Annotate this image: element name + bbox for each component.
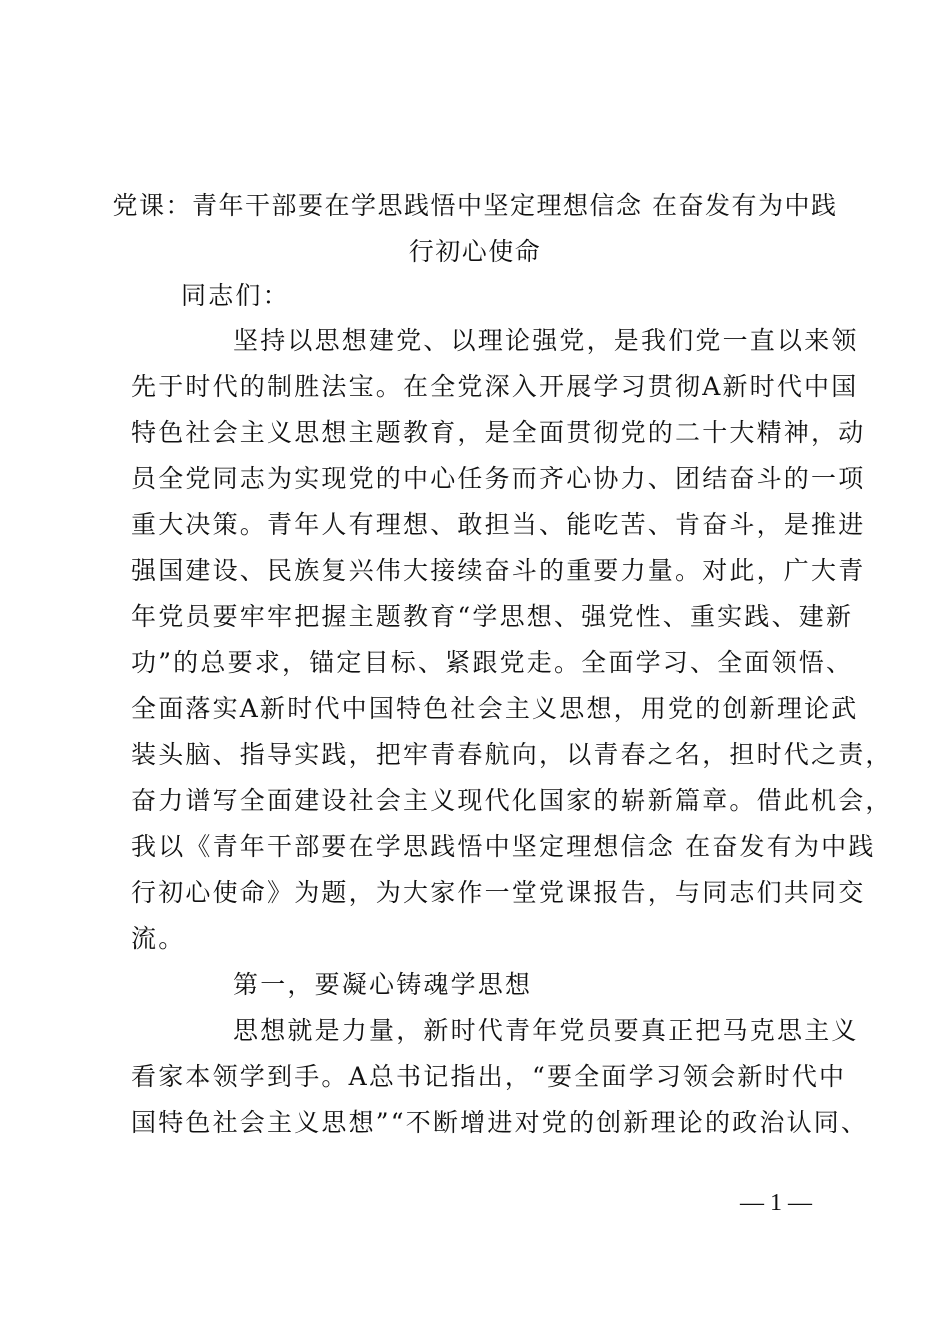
paragraph-line: 特色社会主义思想主题教育，是全面贯彻党的二十大精神，动: [131, 418, 866, 447]
paragraph-line: 国特色社会主义思想”“不断增进对党的创新理论的政治认同、: [131, 1108, 869, 1137]
document-title-line-2: 行初心使命: [408, 237, 542, 266]
paragraph-line: 看家本领学到手。A总书记指出，“要全面学习领会新时代中: [131, 1062, 847, 1091]
paragraph-line: 功”的总要求，锚定目标、紧跟党走。全面学习、全面领悟、: [131, 648, 854, 677]
paragraph-line: 强国建设、民族复兴伟大接续奋斗的重要力量。对此，广大青: [131, 556, 866, 585]
paragraph-line: 重大决策。青年人有理想、敢担当、能吃苦、肯奋斗，是推进: [131, 510, 866, 539]
page-number: — 1 —: [740, 1190, 812, 1216]
paragraph-line: 行初心使命》为题，为大家作一堂党课报告，与同志们共同交: [131, 878, 866, 907]
salutation: 同志们：: [181, 281, 290, 310]
paragraph-line: 装头脑、指导实践，把牢青春航向，以青春之名，担时代之责，: [131, 740, 893, 769]
paragraph-line: 奋力谱写全面建设社会主义现代化国家的崭新篇章。借此机会，: [131, 786, 893, 815]
paragraph-line: 年党员要牢牢把握主题教育“学思想、强党性、重实践、建新: [131, 602, 854, 631]
section-heading-1: 第一，要凝心铸魂学思想: [233, 970, 533, 999]
document-title-line-1: 党课：青年干部要在学思践悟中坚定理想信念 在奋发有为中践: [112, 191, 838, 220]
paragraph-line: 流。: [131, 924, 186, 953]
paragraph-line: 员全党同志为实现党的中心任务而齐心协力、团结奋斗的一项: [131, 464, 866, 493]
paragraph-line: 先于时代的制胜法宝。在全党深入开展学习贯彻A新时代中国: [131, 372, 859, 401]
paragraph-line: 全面落实A新时代中国特色社会主义思想，用党的创新理论武: [131, 694, 859, 723]
paragraph-line: 坚持以思想建党、以理论强党，是我们党一直以来领: [233, 326, 859, 355]
paragraph-line: 我以《青年干部要在学思践悟中坚定理想信念 在奋发有为中践: [131, 832, 876, 861]
paragraph-line: 思想就是力量，新时代青年党员要真正把马克思主义: [233, 1016, 859, 1045]
